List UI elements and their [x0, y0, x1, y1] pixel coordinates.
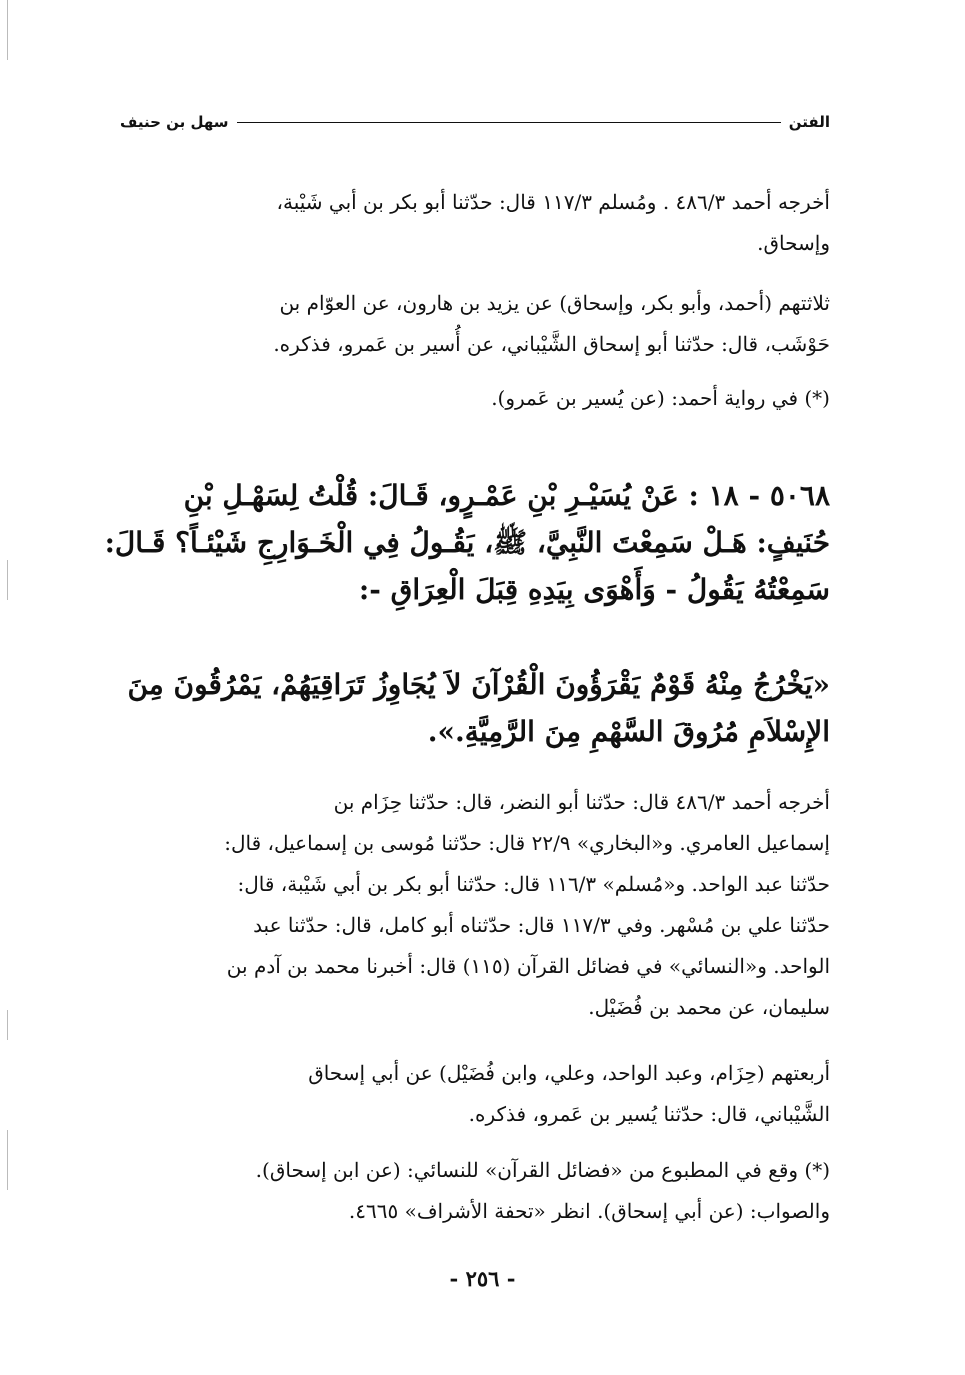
hadith-intro: ٥٠٦٨ - ١٨ : عَنْ يُسَيْـرِ بْنِ عَمْـرٍو، قَـالَ: قُلْتُ لِسَهْـلِ بْنِ حُنَيفٍ: هَـلْ سَمِعْتَ النَّبِيَّ، ﷺ، يَقُـولُ فِي الْخَـوَارِجِ شَيْئـاً؟ قَـالَ: سَمِعْتُهُ يَقُولُ - وَأَهْوَى بِيَدِهِ قِبَلَ الْعِرَاقِ -:: [104, 479, 830, 606]
header-rule: [237, 122, 781, 123]
scan-edge-line: [7, 1010, 8, 1040]
page-number: - ٢٥٦ -: [449, 1266, 516, 1291]
running-header: [120, 110, 830, 134]
takhrij-paragraph-3: أخرجه أحمد ٤٨٦/٣ قال: حدّثنا أبو النضر، قال: حدّثنا حِزَام بن إسماعيل العامري. و«البخاري» ٢٢/٩ قال: حدّثنا مُوسى بن إسماعيل، قال: حدّثنا عبد الواحد. و«مُسلم» ١١٦/٣ قال: حدّثنا أبو بكر بن أبي شَيْبة، قال: حدّثنا علي بن مُسْهر. وفي ١١٧/٣ قال: حدّثناه أبو كامل، قال: حدّثنا عبد الواحد. و«النسائي» في فضائل القرآن (١١٥) قال: أخبرنا محمد بن آدم بن سليمان، عن محمد بن فُضَيْل.: [224, 790, 830, 1019]
header-section: سهل بن حنيف: [120, 113, 229, 131]
scan-edge-line: [7, 1130, 8, 1190]
hadith-text: «يَخْرُجُ مِنْهُ قَوْمٌ يَقْرَؤُونَ الْقُرْآنَ لاَ يُجَاوِزُ تَرَاقِيَهُمْ، يَمْرُقُونَ مِنَ الإِسْلاَمِ مُرُوقَ السَّهْمِ مِنَ الرَّمِيَّةِ.».: [127, 668, 830, 748]
footnote-2: (*) وقع في المطبوع من «فضائل القرآن» للنسائي: (عن ابن إسحاق). والصواب: (عن أبي إسحاق). انظر «تحفة الأشراف» ٤٦٦٥.: [255, 1158, 830, 1223]
takhrij-paragraph-4: أربعتهم (حِزَام، وعبد الواحد، وعلي، وابن فُضَيْل) عن أبي إسحاق الشَّيْباني، قال: حدّثنا يُسير بن عَمرو، فذكره.: [308, 1061, 830, 1126]
scan-edge-line: [7, 560, 8, 600]
takhrij-paragraph-2: ثلاثتهم (أحمد، وأبو بكر، وإسحاق) عن يزيد بن هارون، عن العوّام بن حَوْشَب، قال: حدّثنا أبو إسحاق الشَّيْباني، عن أُسير بن عَمرو، فذكره.: [273, 291, 830, 356]
header-chapter: الفتن: [788, 113, 830, 131]
footnote-1: (*) في رواية أحمد: (عن يُسير بن عَمرو).: [491, 386, 830, 410]
scan-edge-line: [7, 0, 8, 60]
takhrij-paragraph-1: أخرجه أحمد ٤٨٦/٣ . ومُسلم ١١٧/٣ قال: حدّثنا أبو بكر بن أبي شَيْبة، وإسحاق.: [276, 190, 830, 255]
